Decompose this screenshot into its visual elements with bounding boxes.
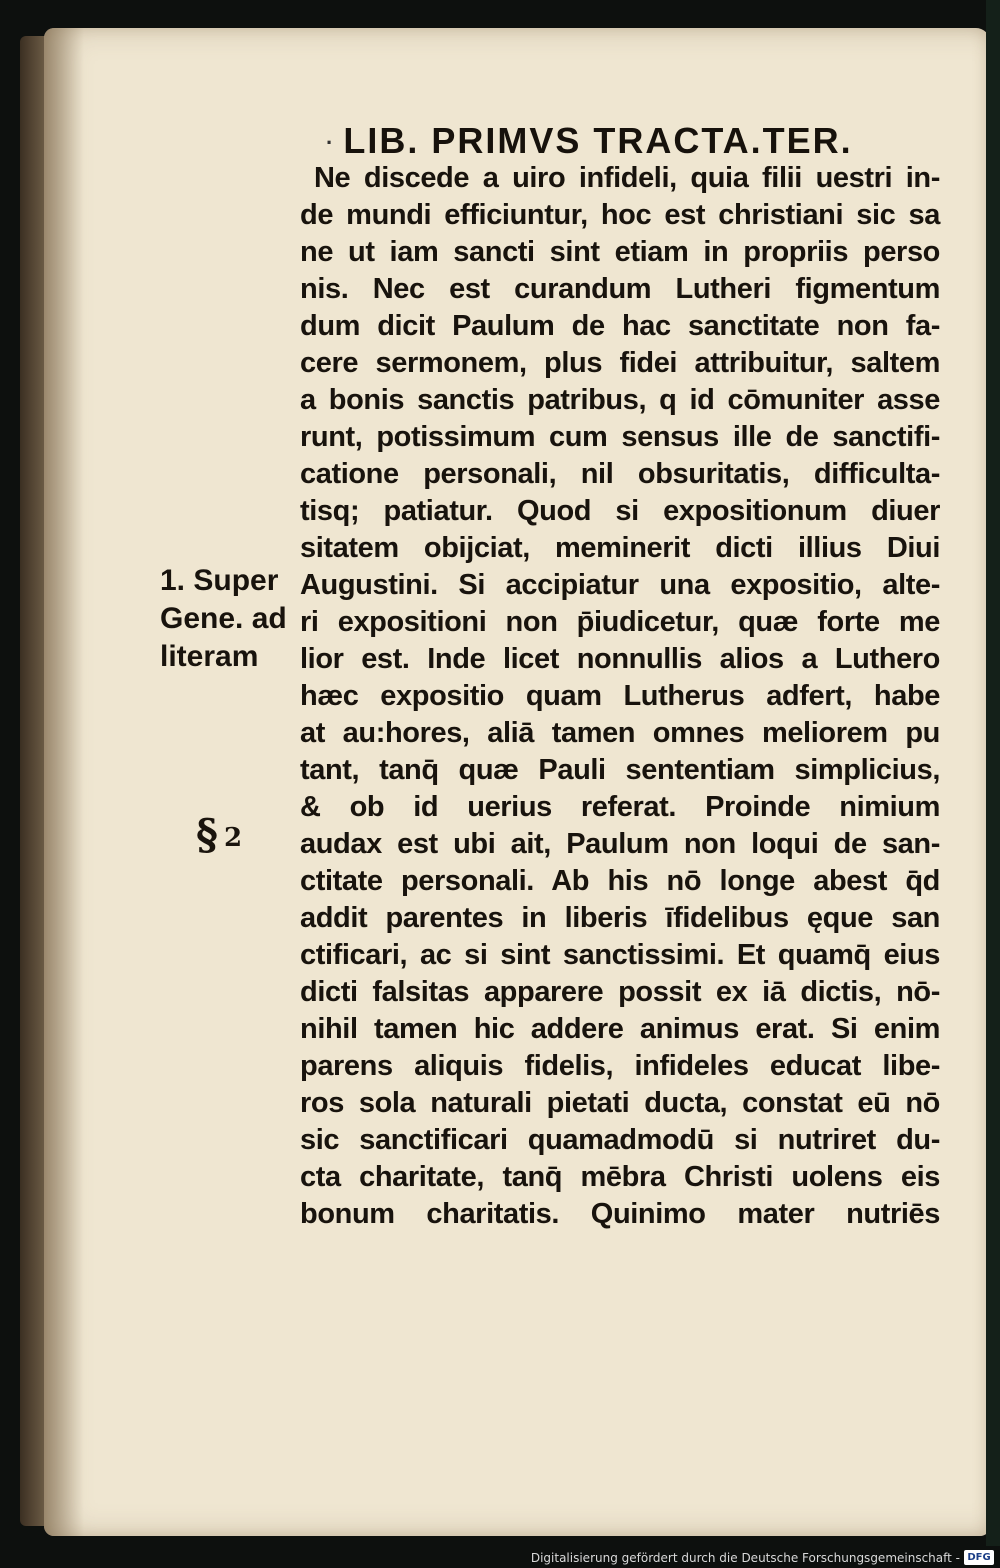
text-line: Augustini. Si accipiatur una expositio, alte-	[300, 569, 940, 601]
text-line: ri expositioni non p̄iudicetur, quæ forte me	[300, 606, 940, 638]
text-line: parens aliquis fidelis, infideles educat libe-	[300, 1050, 940, 1082]
text-line: sitatem obijciat, meminerit dicti illius Diui	[300, 532, 940, 564]
dfg-logo: DFG	[964, 1550, 994, 1565]
running-head	[326, 120, 926, 162]
text-line: ros sola naturali pietati ducta, constat eū nō	[300, 1087, 940, 1119]
text-line: tant, tanq̄ quæ Pauli sententiam simplicius,	[300, 754, 940, 786]
text-line: dicti falsitas apparere possit ex iā dictis, nō-	[300, 976, 940, 1008]
text-line: cta charitate, tanq̄ mēbra Christi uolens eis	[300, 1161, 940, 1193]
text-line: cere sermonem, plus fidei attribuitur, saltem	[300, 347, 940, 379]
running-head-mark: ·	[326, 130, 336, 156]
running-head-text: LIB. PRIMVS TRACTA.TER.	[343, 120, 853, 161]
text-line: ne ut iam sancti sint etiam in propriis perso	[300, 236, 940, 268]
margin-note-line: 1. Super	[160, 564, 279, 597]
section-number: 2	[223, 823, 243, 853]
text-line: at au:hores, aliā tamen omnes meliorem pu	[300, 717, 940, 749]
margin-note-line: Gene. ad	[160, 602, 287, 635]
main-text-block	[300, 160, 940, 1233]
text-line: bonum charitatis. Quinimo mater nutriēs	[300, 1198, 940, 1230]
text-line: audax est ubi ait, Paulum non loqui de san-	[300, 828, 940, 860]
footer-credit: Digitalisierung gefördert durch die Deutsche Forschungsgemeinschaft -	[530, 1551, 960, 1565]
margin-note-line: literam	[160, 640, 259, 673]
text-line: a bonis sanctis patribus, q id cōmuniter asse	[300, 384, 940, 416]
text-line: addit parentes in liberis īfidelibus ęque san	[300, 902, 940, 934]
text-line: ctitate personali. Ab his nō longe abest q̄d	[300, 865, 940, 897]
text-line: catione personali, nil obsuritatis, difficulta-	[300, 458, 940, 490]
text-line: de mundi efficiuntur, hoc est christiani sic sa	[300, 199, 940, 231]
text-line: tisq; patiatur. Quod si expositionum diuer	[300, 495, 940, 527]
text-line: ctificari, ac si sint sanctissimi. Et quamq̄ eius	[300, 939, 940, 971]
text-line: sic sanctificari quamadmodū si nutriret du-	[300, 1124, 940, 1156]
text-line: lior est. Inde licet nonnullis alios a Luthero	[300, 643, 940, 675]
text-line: nis. Nec est curandum Lutheri figmentum	[300, 273, 940, 305]
section-sign: §	[196, 810, 218, 859]
section-mark	[196, 810, 242, 859]
text-line: runt, potissimum cum sensus ille de sanctifi-	[300, 421, 940, 453]
text-line: hæc expositio quam Lutherus adfert, habe	[300, 680, 940, 712]
text-line: nihil tamen hic addere animus erat. Si enim	[300, 1013, 940, 1045]
text-line: Ne discede a uiro infideli, quia filii uestri in-	[314, 162, 940, 194]
page-gutter-shadow	[44, 28, 84, 1536]
text-line: dum dicit Paulum de hac sanctitate non fa-	[300, 310, 940, 342]
scan-background-edge	[986, 0, 1000, 1568]
margin-note	[160, 562, 300, 676]
text-line: & ob id uerius referat. Proinde nimium	[300, 791, 940, 823]
